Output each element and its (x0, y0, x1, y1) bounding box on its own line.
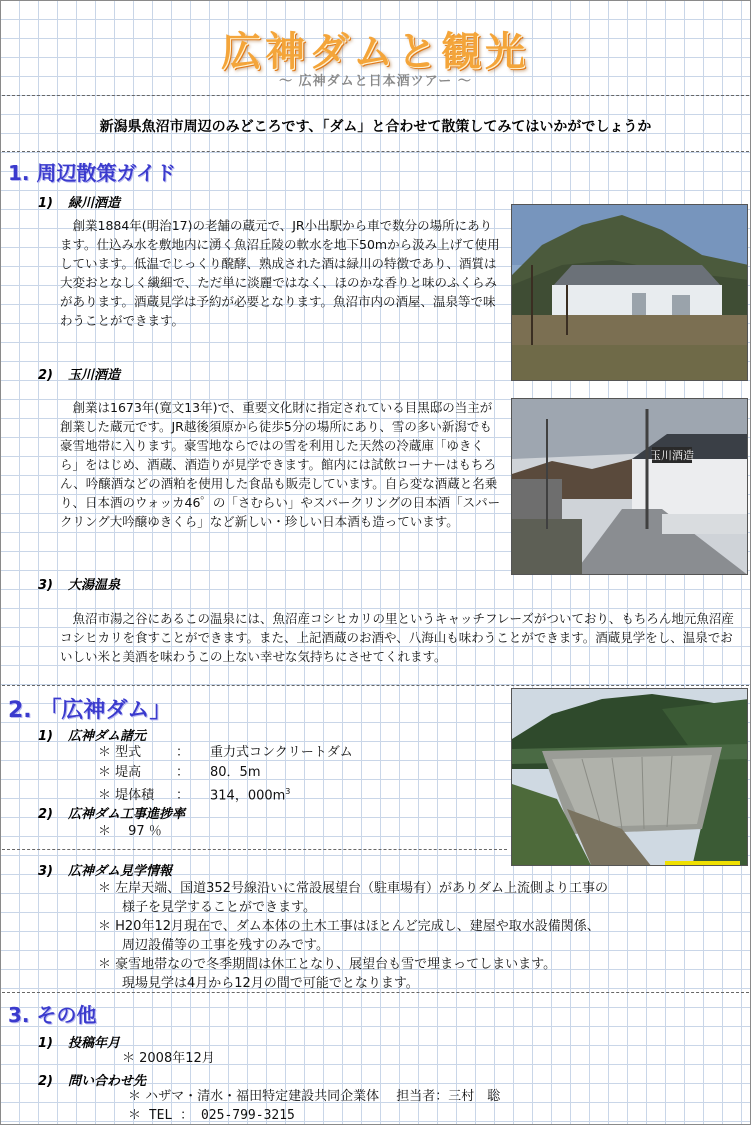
contact-heading: 2) 問い合わせ先 (38, 1074, 147, 1089)
divider (2, 685, 749, 686)
divider (2, 95, 749, 96)
posted-heading: 1) 投稿年月 (38, 1036, 121, 1051)
section-heading-other: 3. その他 (8, 1003, 97, 1027)
item-heading-midorikawa: 1) 緑川酒造 (38, 196, 121, 211)
intro-text: 新潟県魚沼市周辺のみどころです、「ダム」と合わせて散策してみてはいかがでしょうか (99, 119, 652, 135)
tour-bullet-1: ＊ 左岸天端、国道352号線沿いに常設展望台（駐車場有）がありダム上流側より工事の (98, 881, 608, 896)
tour-bullet-3: ＊ 豪雪地帯なので冬季期間は休工となり、展望台も雪で埋まってしまいます。 (98, 957, 557, 972)
spec-row-height: ＊ 堤高 ： 80．5m (98, 765, 261, 780)
page-subtitle: ～ 広神ダムと日本酒ツアー ～ (279, 74, 472, 89)
item-body-oyu: 魚沼市湯之谷にあるこの温泉には、魚沼産コシヒカリの里というキャッチフレーズがついており、もちろん地元魚沼産コシヒカリを食すことができます。また、上記酒蔵のお酒や、八海山も味わうことができます。酒蔵見学をし、温泉でおいしい米と美酒を味わうこの上ない幸せな気持ちにさせてくれます。 (60, 611, 734, 664)
item-heading-tamagawa: 2) 玉川酒造 (38, 368, 121, 383)
photo-midorikawa-brewery (511, 204, 748, 381)
contact-telephone: ＊ TEL ： 025-799-3215 (128, 1108, 295, 1123)
spec-row-type: ＊ 型式 ： 重力式コンクリートダム (98, 745, 353, 760)
tour-bullet-3-cont: 現場見学は4月から12月の間で可能でとなります。 (122, 976, 419, 991)
section-heading-guide: 1. 周辺散策ガイド (8, 161, 176, 185)
page-title: 広神ダムと観光 (221, 29, 529, 75)
posted-value: ＊ 2008年12月 (122, 1051, 215, 1066)
tour-bullet-2-cont: 周辺設備等の工事を残すのみです。 (122, 938, 329, 953)
tour-bullet-2: ＊ H20年12月現在で、ダム本体の土木工事はほとんど完成し、建屋や取水設備関係、 (98, 919, 600, 934)
divider (2, 151, 749, 152)
divider (2, 849, 507, 850)
item-body-tamagawa: 創業は1673年(寛文13年)で、重要文化財に指定されている目黒邸の当主が創業した蔵元です。JR越後須原から徒歩5分の場所にあり、雪の多い新潟でも豪雪地帯に入ります。豪雪地ならではの雪を利用した天然の冷蔵庫「ゆきくら」をはじめ、酒蔵、酒造りが見学できます。館内には試飲コーナーはもちろん、吟醸酒などの酒粕を使用した食品も販売しています。自ら変な酒蔵と名乗り、日本酒のウォッカ46゜の「さむらい」やスパークリングの日本酒「スパークリング大吟醸ゆきくら」など新しい・珍しい日本酒も造っています。 (60, 400, 501, 529)
specs-heading: 1) 広神ダム諸元 (38, 729, 147, 744)
spec-row-volume: ＊ 堤体積 ： 314，$000m^3$ (98, 787, 291, 804)
tour-heading: 3) 広神ダム見学情報 (38, 864, 173, 879)
progress-value: ＊ 97 ％ (98, 824, 162, 839)
photo-tamagawa-brewery (511, 398, 748, 575)
item-heading-oyu: 3) 大湯温泉 (38, 578, 121, 593)
photo-hirokami-dam (511, 688, 748, 866)
tour-bullet-1-cont: 様子を見学することができます。 (122, 900, 316, 915)
divider (2, 992, 749, 993)
contact-organization: ＊ ハザマ・清水・福田特定建設共同企業体 担当者：三村 聡 (128, 1089, 501, 1104)
progress-heading: 2) 広神ダム工事進捗率 (38, 807, 186, 822)
item-body-midorikawa: 創業1884年(明治17)の老舗の蔵元で、JR小出駅から車で数分の場所にあります。仕込み水を敷地内に湧く魚沼丘陵の軟水を地下50mから汲み上げて使用しています。低温でじっくり醗酵、熟成された酒は緑川の特徴であり、酒質は大変おとなしく繊細で、ただ単に淡麗ではなく、ほのかな香りと味のふくらみがあります。酒蔵見学は予約が必要となります。魚沼市内の酒屋、温泉等で味わうことができます。 (60, 218, 500, 328)
brewery-sign: 玉川酒造 (650, 449, 694, 462)
section-heading-dam: 2. 「広神ダム」 (8, 698, 172, 723)
